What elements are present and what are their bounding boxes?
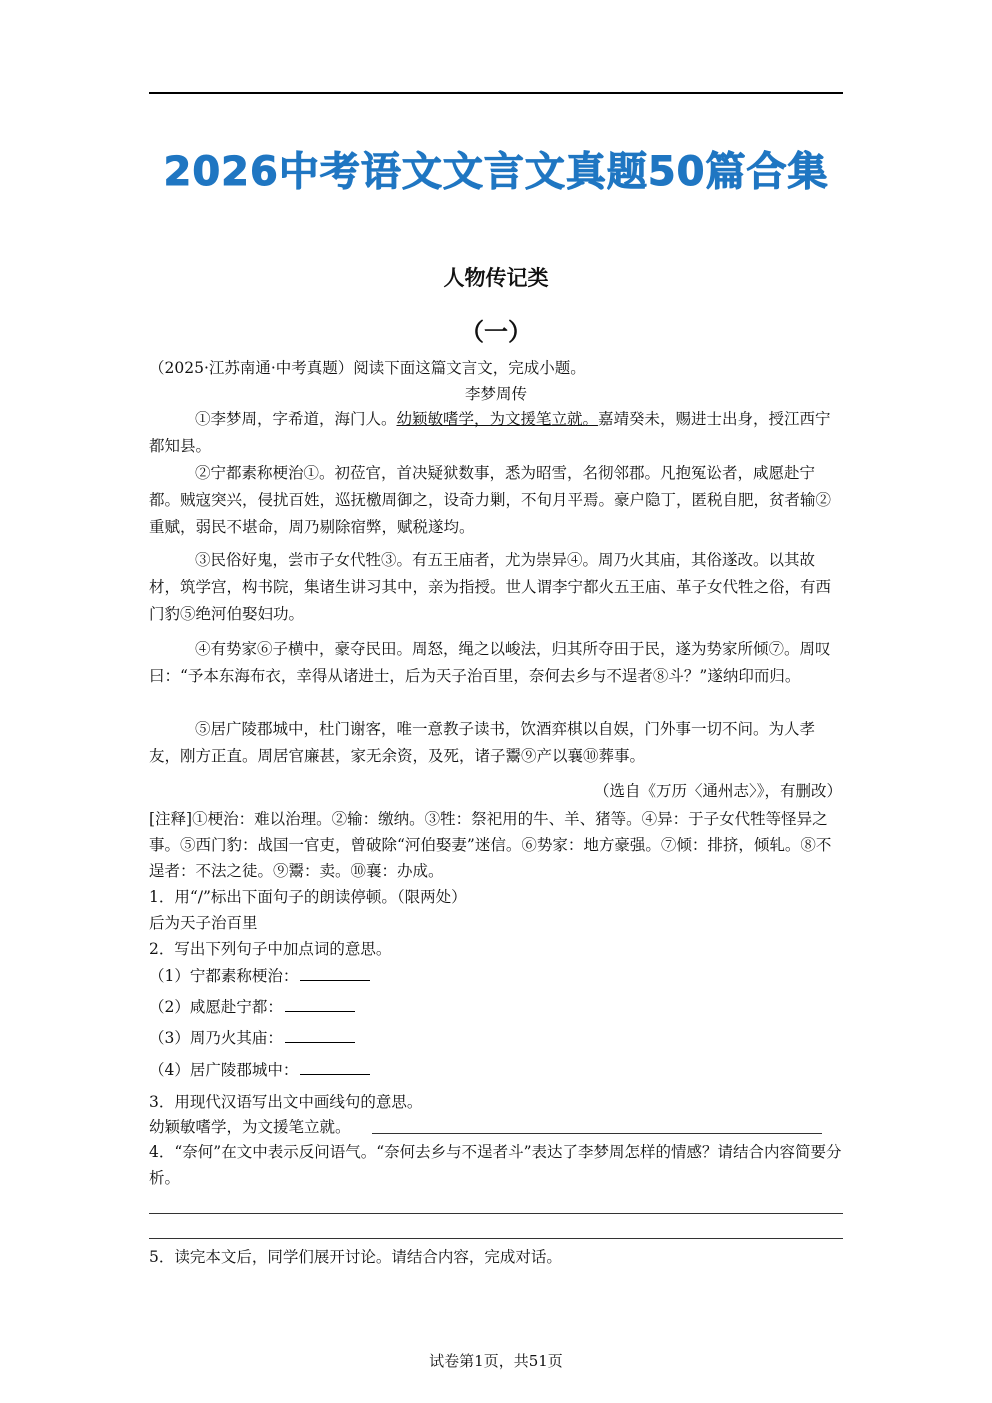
question-3-sentence: 幼颖敏嗜学，为文援笔立就。 bbox=[149, 1118, 351, 1136]
source-citation: （选自《万历〈通州志〉》，有删改） bbox=[593, 782, 842, 800]
question-2-item-1 bbox=[149, 964, 370, 986]
question-2: 2．写出下列句子中加点词的意思。 bbox=[149, 940, 392, 958]
question-2-item-2 bbox=[149, 995, 355, 1017]
paragraph-4-text: ④有势家⑥子横中，豪夺民田。周怒，绳之以峻法，归其所夺田于民，遂为势家所倾⑦。周叹曰：“予本东海布衣，幸得从诸进士，后为天子治百里，奈何去乡与不逞者⑧斗？”遂纳印而归。 bbox=[149, 640, 831, 685]
paragraph-4 bbox=[149, 636, 843, 690]
q2-item-1-label: （1）宁都素称梗治： bbox=[149, 967, 299, 985]
q2-item-2-label: （2）咸愿赴宁都： bbox=[149, 998, 283, 1016]
annotations: [注释]①梗治：难以治理。②输：缴纳。③牲：祭祀用的牛、羊、猪等。④异：于子女代牲等怪异之事。⑤西门豹：战国一官吏，曾破除“河伯娶妻”迷信。⑥势家：地方豪强。⑦倾：排挤，倾轧。⑧不逞者：不法之徒。⑨鬻：卖。⑩襄：办成。 bbox=[149, 810, 832, 880]
para1-post: 嘉靖癸未，赐进士出身，授江西宁都知县。 bbox=[149, 410, 831, 455]
paragraph-2 bbox=[149, 460, 843, 541]
answer-line[interactable] bbox=[372, 1133, 822, 1134]
question-3: 3．用现代汉语写出文中画线句的意思。 bbox=[149, 1093, 423, 1111]
paragraph-3 bbox=[149, 547, 843, 628]
answer-blank[interactable] bbox=[285, 1028, 355, 1043]
q2-item-3-label: （3）周乃火其庙： bbox=[149, 1029, 283, 1047]
question-4: 4．“奈何”在文中表示反问语气。“奈何去乡与不逞者斗”表达了李梦周怎样的情感？请结合内容简要分析。 bbox=[149, 1143, 842, 1187]
header-rule bbox=[149, 92, 843, 94]
q2-item-4-label: （4）居广陵郡城中： bbox=[149, 1061, 299, 1079]
paragraph-5 bbox=[149, 716, 843, 770]
paragraph-5-text: ⑤居广陵郡城中，杜门谢客，唯一意教子读书，饮酒弈棋以自娱，门外事一切不问。为人孝友，刚方正直。周居官廉甚，家无余资，及死，诸子鬻⑨产以襄⑩葬事。 bbox=[149, 720, 816, 765]
paragraph-2-text: ②宁都素称梗治①。初莅官，首决疑狱数事，悉为昭雪，名彻邻郡。凡抱冤讼者，咸愿赴宁都。贼寇突兴，侵扰百姓，巡抚檄周御之，设奇力剿，不旬月平焉。豪户隐丁，匿税自肥，贫者输②重赋，弱民不堪命，周乃剔除宿弊，赋税遂均。 bbox=[149, 464, 832, 536]
question-2-item-4 bbox=[149, 1058, 370, 1080]
question-1: 1．用“/”标出下面句子的朗读停顿。（限两处） bbox=[149, 888, 467, 906]
answer-blank[interactable] bbox=[285, 997, 355, 1012]
question-1-sentence: 后为天子治百里 bbox=[149, 914, 258, 932]
answer-blank[interactable] bbox=[300, 1060, 370, 1075]
paragraph-1 bbox=[149, 406, 843, 460]
section-heading: 人物传记类 bbox=[443, 265, 549, 290]
answer-line[interactable] bbox=[149, 1238, 843, 1239]
answer-blank[interactable] bbox=[300, 966, 370, 981]
page-footer: 试卷第1页，共51页 bbox=[429, 1352, 563, 1370]
passage-title: 李梦周传 bbox=[464, 385, 527, 403]
question-intro: （2025·江苏南通·中考真题）阅读下面这篇文言文，完成小题。 bbox=[149, 359, 586, 377]
document-title: 2026中考语文文言文真题50篇合集 bbox=[163, 149, 829, 195]
para1-pre: ①李梦周，字希道，海门人。 bbox=[195, 410, 397, 428]
question-2-item-3 bbox=[149, 1026, 355, 1048]
paragraph-3-text: ③民俗好鬼，尝市子女代牲③。有五王庙者，尤为崇异④。周乃火其庙，其俗遂改。以其故材，筑学宫，构书院，集诸生讲习其中，亲为指授。世人谓李宁都火五王庙、革子女代牲之俗，有西门豹⑤绝河伯娶妇功。 bbox=[149, 551, 832, 623]
answer-line[interactable] bbox=[149, 1213, 843, 1214]
question-5: 5．读完本文后，同学们展开讨论。请结合内容，完成对话。 bbox=[149, 1248, 562, 1266]
underlined-sentence: 幼颖敏嗜学，为文援笔立就。 bbox=[396, 410, 599, 428]
passage-number: （一） bbox=[460, 317, 532, 346]
